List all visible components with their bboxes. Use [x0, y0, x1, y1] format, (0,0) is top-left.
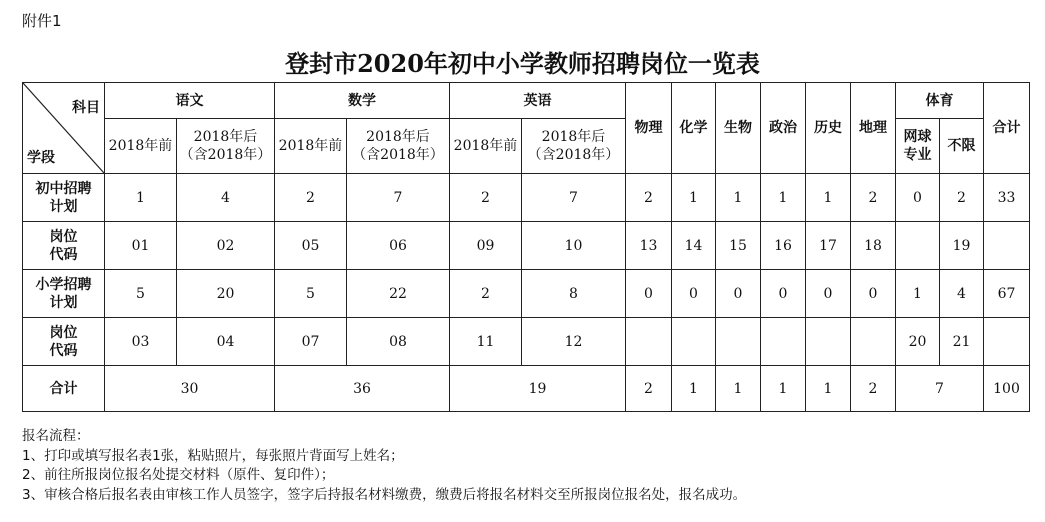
table-cell: [896, 222, 940, 270]
notes-heading: 报名流程：: [22, 428, 90, 444]
table-cell: 09: [450, 222, 522, 270]
row-label-primary-code: [23, 318, 105, 366]
recruitment-table: [22, 82, 1030, 412]
row-label-primary-plan: [23, 270, 105, 318]
row-junior-plan: [23, 174, 1030, 222]
table-cell: 08: [347, 318, 450, 366]
row-label-line1: 岗位: [49, 228, 78, 245]
row-primary-plan: [23, 270, 1030, 318]
pe-tennis-line2: 专业: [903, 147, 932, 163]
header-total: 合计: [984, 83, 1030, 174]
table-cell: 16: [761, 222, 806, 270]
table-cell: 13: [626, 222, 672, 270]
notes-step-3: 3、审核合格后报名表由审核工作人员签字，签字后持报名材料缴费，缴费后将报名材料交至所报岗位报名处，报名成功。: [22, 486, 747, 503]
row-label-line2: 代码: [49, 342, 78, 359]
row-label-line2: 计划: [49, 198, 78, 215]
table-cell: 2: [450, 174, 522, 222]
table-cell: [984, 318, 1030, 366]
table-cell: 10: [522, 222, 626, 270]
total-chemistry: 1: [672, 366, 716, 412]
table-cell: 67: [984, 270, 1030, 318]
table-cell: [672, 318, 716, 366]
row-primary-code: [23, 318, 1030, 366]
table-cell: 8: [522, 270, 626, 318]
pe-tennis-line1: 网球: [903, 129, 932, 145]
table-cell: 22: [347, 270, 450, 318]
attachment-label: 附件1: [22, 12, 62, 30]
table-cell: 5: [105, 270, 177, 318]
table-cell: 05: [275, 222, 347, 270]
table-cell: 2: [851, 174, 896, 222]
table-cell: 1: [806, 174, 851, 222]
header-corner-cell: [23, 83, 105, 174]
after-2018-line2: （含2018年）: [352, 147, 444, 163]
table-cell: 2: [940, 174, 984, 222]
row-junior-code: [23, 222, 1030, 270]
table-cell: [626, 318, 672, 366]
table-cell: 0: [626, 270, 672, 318]
table-cell: 4: [177, 174, 275, 222]
total-history: 1: [806, 366, 851, 412]
table-cell: 07: [275, 318, 347, 366]
row-label-line1: 岗位: [49, 324, 78, 341]
header-pe-tennis: [896, 119, 940, 174]
table-cell: 11: [450, 318, 522, 366]
row-label-line1: 小学招聘: [35, 276, 92, 293]
table-cell: 1: [761, 174, 806, 222]
table-cell: 4: [940, 270, 984, 318]
after-2018-line1: 2018年后: [541, 129, 606, 145]
total-math: 36: [275, 366, 450, 412]
table-cell: 14: [672, 222, 716, 270]
table-cell: 06: [347, 222, 450, 270]
table-cell: 19: [940, 222, 984, 270]
header-row-1: [23, 83, 1030, 119]
table-cell: 15: [716, 222, 761, 270]
table-cell: 12: [522, 318, 626, 366]
header-geography: 地理: [851, 83, 896, 174]
notes-step-1: 1、打印或填写报名表1张，粘贴照片，每张照片背面写上姓名；: [22, 447, 404, 464]
table-cell: [761, 318, 806, 366]
header-chemistry: 化学: [672, 83, 716, 174]
table-cell: [851, 318, 896, 366]
header-physics: 物理: [626, 83, 672, 174]
row-label-line2: 计划: [49, 294, 78, 311]
row-totals: [23, 366, 1030, 412]
header-pe-unlimited: 不限: [940, 119, 984, 174]
table-cell: 04: [177, 318, 275, 366]
row-label-line2: 代码: [49, 246, 78, 263]
row-label-junior-plan: [23, 174, 105, 222]
table-cell: 1: [896, 270, 940, 318]
total-physics: 2: [626, 366, 672, 412]
after-2018-line2: （含2018年）: [179, 147, 272, 163]
after-2018-line1: 2018年后: [193, 129, 258, 145]
notes-step-2: 2、前往所报岗位报名处提交材料（原件、复印件）；: [22, 467, 335, 483]
table-cell: 0: [672, 270, 716, 318]
table-cell: 0: [806, 270, 851, 318]
total-geography: 2: [851, 366, 896, 412]
table-cell: 2: [450, 270, 522, 318]
table-cell: 2: [626, 174, 672, 222]
table-cell: 18: [851, 222, 896, 270]
table-cell: 0: [716, 270, 761, 318]
after-2018-line2: （含2018年）: [527, 147, 620, 163]
total-english: 19: [450, 366, 626, 412]
table-cell: 17: [806, 222, 851, 270]
header-chinese: 语文: [105, 83, 275, 119]
corner-stage-label: 学段: [27, 150, 55, 166]
table-cell: 1: [105, 174, 177, 222]
table-cell: 5: [275, 270, 347, 318]
header-chinese-before-2018: 2018年前: [105, 119, 177, 174]
table-cell: [716, 318, 761, 366]
corner-subject-label: 科目: [72, 100, 100, 116]
table-cell: 0: [851, 270, 896, 318]
header-politics: 政治: [761, 83, 806, 174]
table-cell: 02: [177, 222, 275, 270]
table-cell: 03: [105, 318, 177, 366]
registration-notes: [22, 427, 746, 505]
total-politics: 1: [761, 366, 806, 412]
row-label-junior-code: [23, 222, 105, 270]
after-2018-line1: 2018年后: [366, 129, 430, 145]
header-english-after-2018: [522, 119, 626, 174]
header-history: 历史: [806, 83, 851, 174]
header-math: 数学: [275, 83, 450, 119]
table-cell: 33: [984, 174, 1030, 222]
header-english-before-2018: 2018年前: [450, 119, 522, 174]
header-pe: 体育: [896, 83, 984, 119]
table-cell: 0: [761, 270, 806, 318]
table-cell: 20: [896, 318, 940, 366]
table-cell: 7: [347, 174, 450, 222]
table-cell: 21: [940, 318, 984, 366]
table-cell: [806, 318, 851, 366]
header-chinese-after-2018: [177, 119, 275, 174]
total-grand: 100: [984, 366, 1030, 412]
table-cell: 7: [522, 174, 626, 222]
table-cell: 1: [672, 174, 716, 222]
table-cell: 2: [275, 174, 347, 222]
header-math-after-2018: [347, 119, 450, 174]
total-pe: 7: [896, 366, 984, 412]
table-cell: 1: [716, 174, 761, 222]
table-cell: 20: [177, 270, 275, 318]
row-label-line1: 初中招聘: [35, 180, 92, 197]
row-label-totals: 合计: [23, 366, 105, 412]
header-english: 英语: [450, 83, 626, 119]
table-cell: [984, 222, 1030, 270]
total-chinese: 30: [105, 366, 275, 412]
total-biology: 1: [716, 366, 761, 412]
table-cell: 01: [105, 222, 177, 270]
page-title: 登封市2020年初中小学教师招聘岗位一览表: [285, 49, 760, 78]
table-cell: 0: [896, 174, 940, 222]
header-biology: 生物: [716, 83, 761, 174]
header-math-before-2018: 2018年前: [275, 119, 347, 174]
